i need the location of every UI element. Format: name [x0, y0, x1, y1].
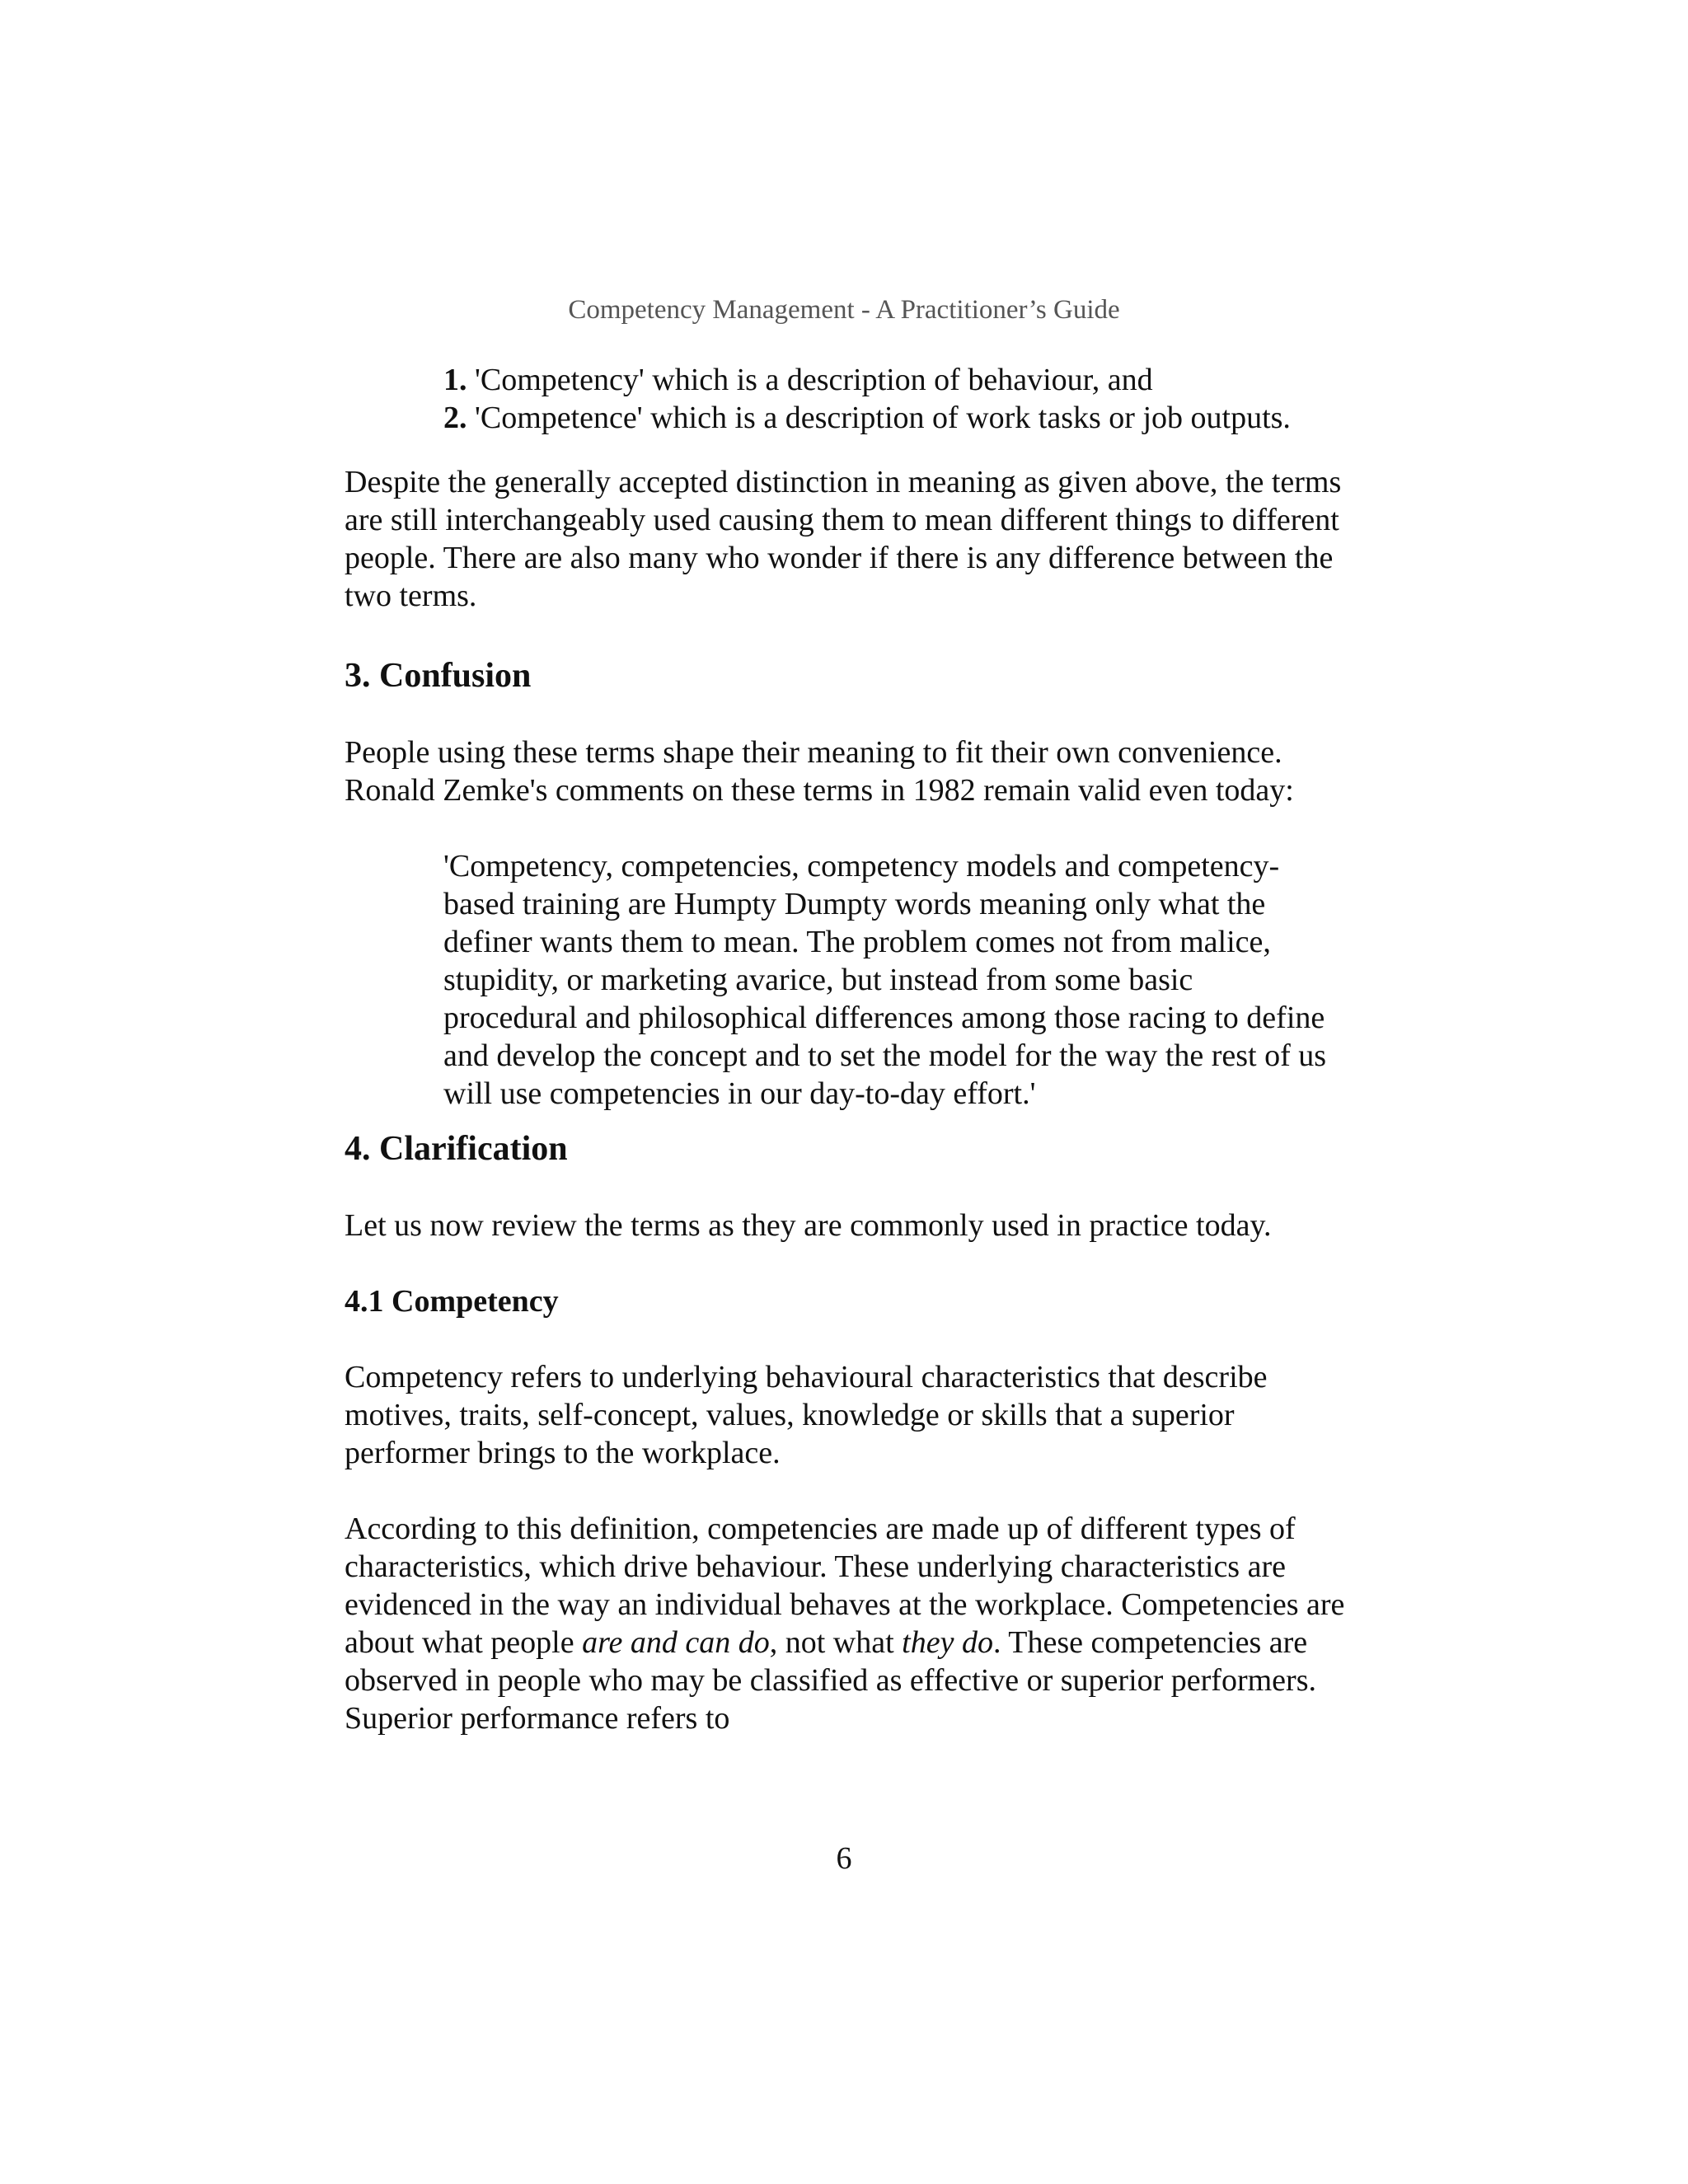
paragraph-confusion-intro: People using these terms shape their meaning to fit their own convenience. Ronald Zemke's comments on these terms in 1982 remain valid even today: [345, 735, 1294, 808]
page-content [345, 361, 1358, 1737]
paragraph-clarification-intro: Let us now review the terms as they are commonly used in practice today. [345, 1208, 1272, 1243]
paragraph-competency-definition: Competency refers to underlying behavioural characteristics that describe motives, traits, self-concept, values, knowledge or skills that a superior performer brings to the workplace. [345, 1360, 1268, 1470]
emphasis-they-do: they do [902, 1625, 993, 1660]
running-header: Competency Management - A Practitioner’s Guide [568, 295, 1120, 325]
text-run: According to this definition, competencies are made up of different types of characteristics, which drive behaviour. These underlying characteristics are evidenced in the way an individual behaves at the workplace. Competencies are about what people [345, 1511, 1345, 1660]
paragraph-distinction: Despite the generally accepted distinction in meaning as given above, the terms are still interchangeably used causing them to mean different things to different people. There are also many who wonder if there is any difference between the two terms. [345, 465, 1342, 613]
paragraph-definition-explanation [345, 1510, 1358, 1737]
definition-item-competence [443, 399, 1358, 437]
definition-item-competency [443, 361, 1358, 399]
heading-competency: 4.1 Competency [345, 1284, 559, 1319]
zemke-quote: 'Competency, competencies, competency models and competency-based training are Humpty Dumpty words meaning only what the definer wants them to mean. The problem comes not from malice, stupidity, or marketing avarice, but instead from some basic procedural and philosophical differences among those racing to define and develop the concept and to set the model for the way the rest of us will use competencies in our day-to-day effort.' [443, 849, 1327, 1111]
text-run: . These competencies are observed in people who may be classified as effective or superior performers. Superior performance refers to [345, 1625, 1316, 1736]
page-number: 6 [836, 1841, 852, 1876]
definition-list [443, 361, 1358, 437]
text-run: , not what [769, 1625, 903, 1660]
definition-text: 'Competence' which is a description of work tasks or job outputs. [467, 401, 1291, 435]
heading-confusion: 3. Confusion [345, 657, 532, 695]
definition-text: 'Competency' which is a description of behaviour, and [467, 363, 1153, 397]
definition-number: 1. [443, 363, 467, 397]
emphasis-are-and-can-do: are and can do [582, 1625, 770, 1660]
heading-clarification: 4. Clarification [345, 1130, 568, 1168]
definition-number: 2. [443, 401, 467, 435]
